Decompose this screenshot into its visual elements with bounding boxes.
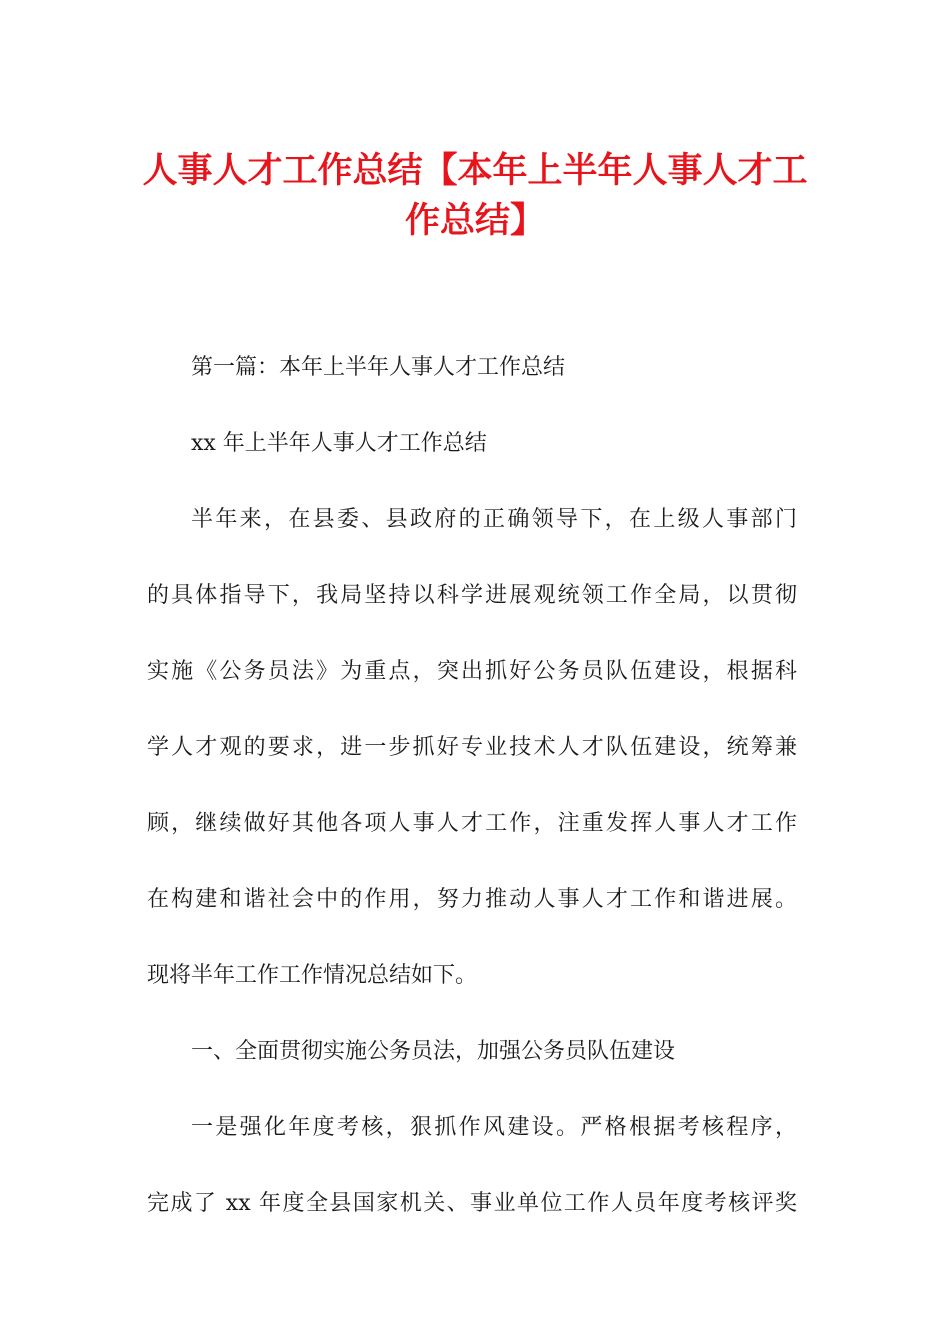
paragraph-line: 一是强化年度考核，狠抓作风建设。严格根据考核程序， <box>191 1115 797 1140</box>
document-body <box>147 330 797 1242</box>
paragraph-line: 半年来，在县委、县政府的正确领导下，在上级人事部门 <box>191 507 797 532</box>
title-line-1: 人事人才工作总结【本年上半年人事人才工 <box>142 151 808 191</box>
paragraph-line: 在构建和谐社会中的作用，努力推动人事人才工作和谐进展。 <box>147 887 797 912</box>
section-heading: 第一篇：本年上半年人事人才工作总结 <box>191 355 566 380</box>
paragraph-line: 完成了 xx 年度全县国家机关、事业单位工作人员年度考核评奖 <box>147 1191 797 1216</box>
subtitle: xx 年上半年人事人才工作总结 <box>191 431 487 456</box>
paragraph-line: 现将半年工作工作情况总结如下。 <box>147 963 478 988</box>
paragraph-line: 顾，继续做好其他各项人事人才工作，注重发挥人事人才工作 <box>147 811 797 836</box>
paragraph-line: 学人才观的要求，进一步抓好专业技术人才队伍建设，统筹兼 <box>147 735 797 760</box>
section-heading: 一、全面贯彻实施公务员法，加强公务员队伍建设 <box>191 1039 676 1064</box>
document-title <box>120 146 830 246</box>
paragraph-line: 的具体指导下，我局坚持以科学进展观统领工作全局，以贯彻 <box>147 583 797 608</box>
paragraph-line: 实施《公务员法》为重点，突出抓好公务员队伍建设，根据科 <box>147 659 797 684</box>
title-line-2: 作总结】 <box>404 201 545 241</box>
